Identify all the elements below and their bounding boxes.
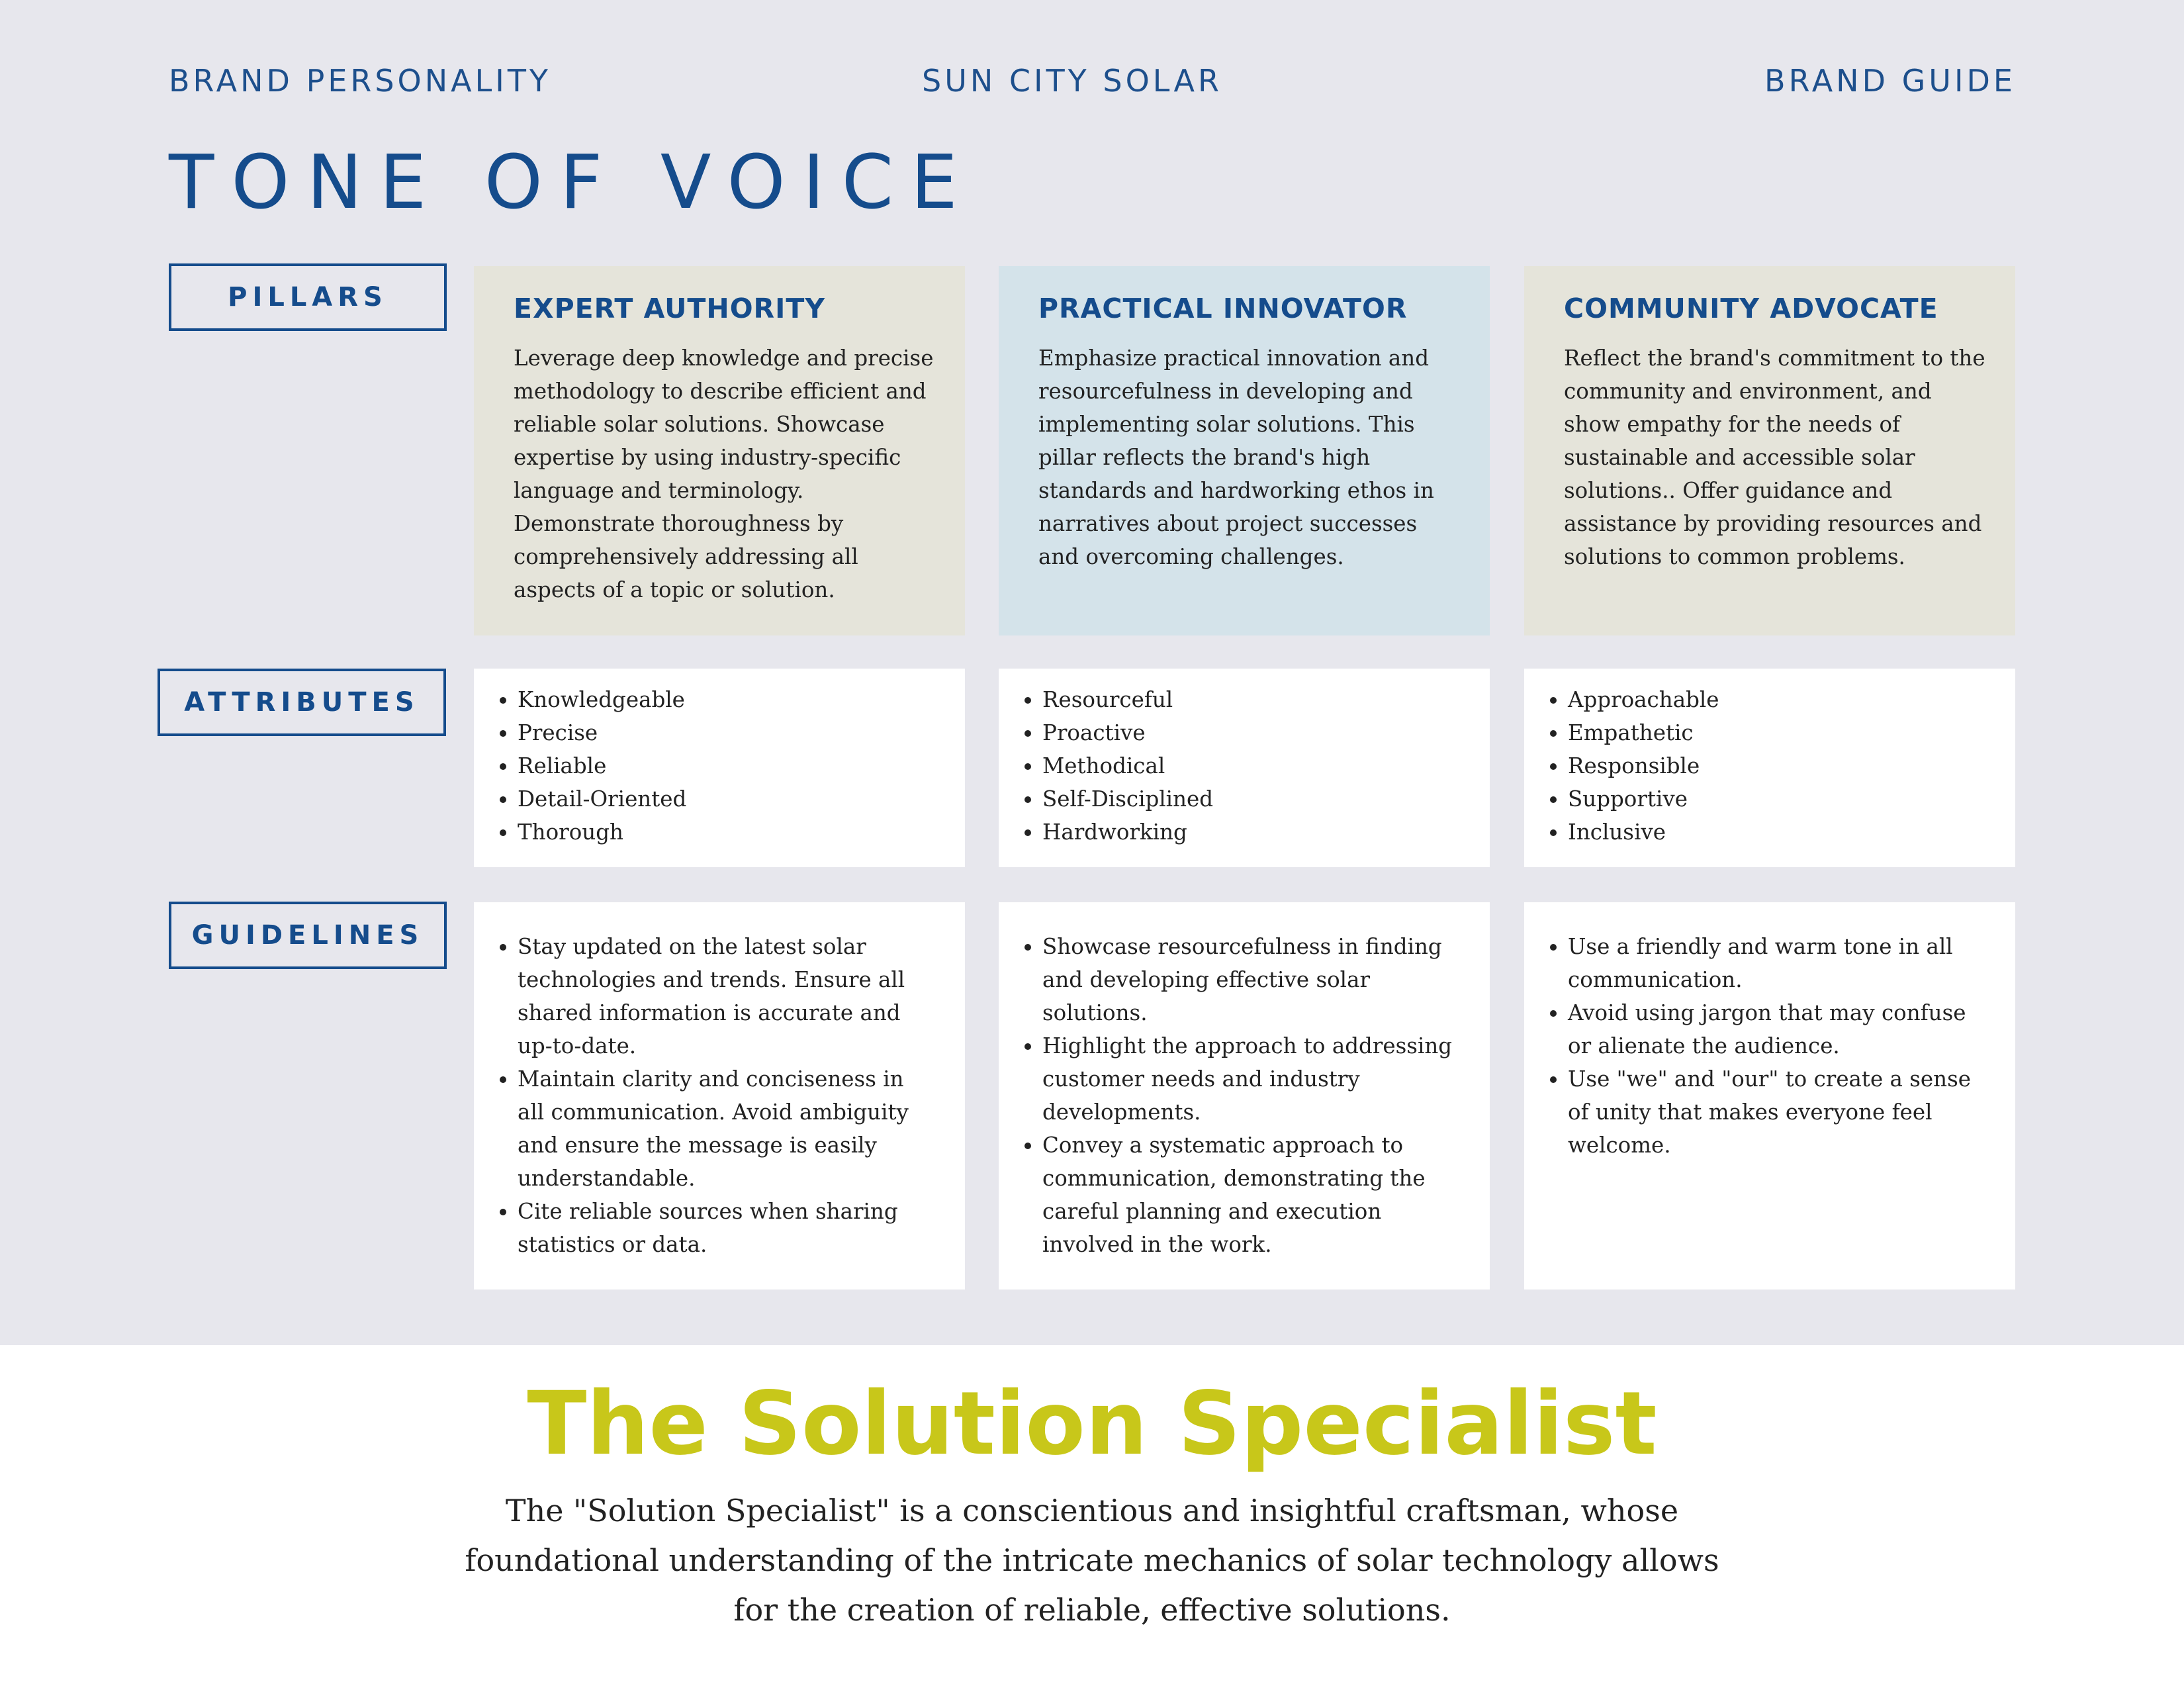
guidelines-card-practical-innovator — [999, 902, 1490, 1289]
persona-description: The "Solution Specialist" is a conscientious and insightful craftsman, whose foundational understanding of the intricate mechanics of solar technology allows for the creation of reliable, effective solutions. — [465, 1493, 1719, 1628]
header-brand-guide: BRAND GUIDE — [1764, 63, 2016, 99]
guideline-item: • Highlight the approach to addressing customer needs and industry developments. — [1042, 1029, 1457, 1129]
attribute-item: • Thorough — [518, 816, 965, 849]
pillars-label: PILLARS — [169, 263, 447, 331]
pillar-description: Leverage deep knowledge and precise methodology to describe efficient and reliable solar solutions. Showcase expertise by using industry-specific language and terminology. Demonstrate thoroughness by comprehensively addressing all aspects of a topic or solution. — [514, 346, 934, 602]
attribute-item: • Resourceful — [1042, 683, 1490, 716]
attributes-label: ATTRIBUTES — [158, 669, 446, 736]
attribute-item: • Inclusive — [1568, 816, 2015, 849]
pillar-description: Emphasize practical innovation and resourcefulness in developing and implementing solar solutions. This pillar reflects the brand's high standards and hardworking ethos in narratives about project successes and overcoming challenges. — [1038, 346, 1434, 569]
attributes-list — [474, 683, 965, 849]
attribute-item: • Supportive — [1568, 782, 2015, 816]
guidelines-list — [474, 930, 932, 1261]
attributes-card-expert-authority — [474, 669, 965, 867]
attributes-list — [999, 683, 1490, 849]
attribute-item: • Empathetic — [1568, 716, 2015, 749]
attribute-item: • Detail-Oriented — [518, 782, 965, 816]
attributes-card-community-advocate — [1524, 669, 2015, 867]
guideline-item: • Stay updated on the latest solar technologies and trends. Ensure all shared information is accurate and up-to-date. — [518, 930, 932, 1062]
guideline-item: • Use "we" and "our" to create a sense of unity that makes everyone feel welcome. — [1568, 1062, 1982, 1162]
guidelines-list — [1524, 930, 1982, 1162]
guideline-item: • Cite reliable sources when sharing statistics or data. — [518, 1195, 932, 1261]
guideline-item: • Maintain clarity and conciseness in all communication. Avoid ambiguity and ensure the message is easily understandable. — [518, 1062, 932, 1195]
pillar-title: COMMUNITY ADVOCATE — [1564, 293, 1938, 324]
guidelines-label: GUIDELINES — [169, 902, 447, 969]
pillar-title: EXPERT AUTHORITY — [514, 293, 826, 324]
guideline-item: • Showcase resourcefulness in finding and developing effective solar solutions. — [1042, 930, 1457, 1029]
attributes-list — [1524, 683, 2015, 849]
pillar-card-expert-authority — [474, 266, 965, 635]
guideline-item: • Use a friendly and warm tone in all communication. — [1568, 930, 1982, 996]
attribute-item: • Approachable — [1568, 683, 2015, 716]
page-title: TONE OF VOICE — [169, 140, 975, 226]
guidelines-card-community-advocate — [1524, 902, 2015, 1289]
persona-title: The Solution Specialist — [527, 1373, 1657, 1475]
attribute-item: • Hardworking — [1042, 816, 1490, 849]
pillar-title: PRACTICAL INNOVATOR — [1038, 293, 1408, 324]
header-brand-name: SUN CITY SOLAR — [922, 63, 1222, 99]
pillar-description: Reflect the brand's commitment to the community and environment, and show empathy for the needs of sustainable and accessible solar solutions.. Offer guidance and assistance by providing resources and solutions to common problems. — [1564, 346, 1985, 569]
guidelines-card-expert-authority — [474, 902, 965, 1289]
header-brand-personality: BRAND PERSONALITY — [169, 63, 552, 99]
attribute-item: • Methodical — [1042, 749, 1490, 782]
attribute-item: • Knowledgeable — [518, 683, 965, 716]
guidelines-list — [999, 930, 1457, 1261]
attribute-item: • Responsible — [1568, 749, 2015, 782]
attribute-item: • Proactive — [1042, 716, 1490, 749]
pillar-card-community-advocate — [1524, 266, 2015, 635]
guideline-item: • Avoid using jargon that may confuse or alienate the audience. — [1568, 996, 1982, 1062]
pillar-card-practical-innovator — [999, 266, 1490, 635]
guideline-item: • Convey a systematic approach to communication, demonstrating the careful planning and execution involved in the work. — [1042, 1129, 1457, 1261]
attribute-item: • Self-Disciplined — [1042, 782, 1490, 816]
attributes-card-practical-innovator — [999, 669, 1490, 867]
attribute-item: • Precise — [518, 716, 965, 749]
attribute-item: • Reliable — [518, 749, 965, 782]
